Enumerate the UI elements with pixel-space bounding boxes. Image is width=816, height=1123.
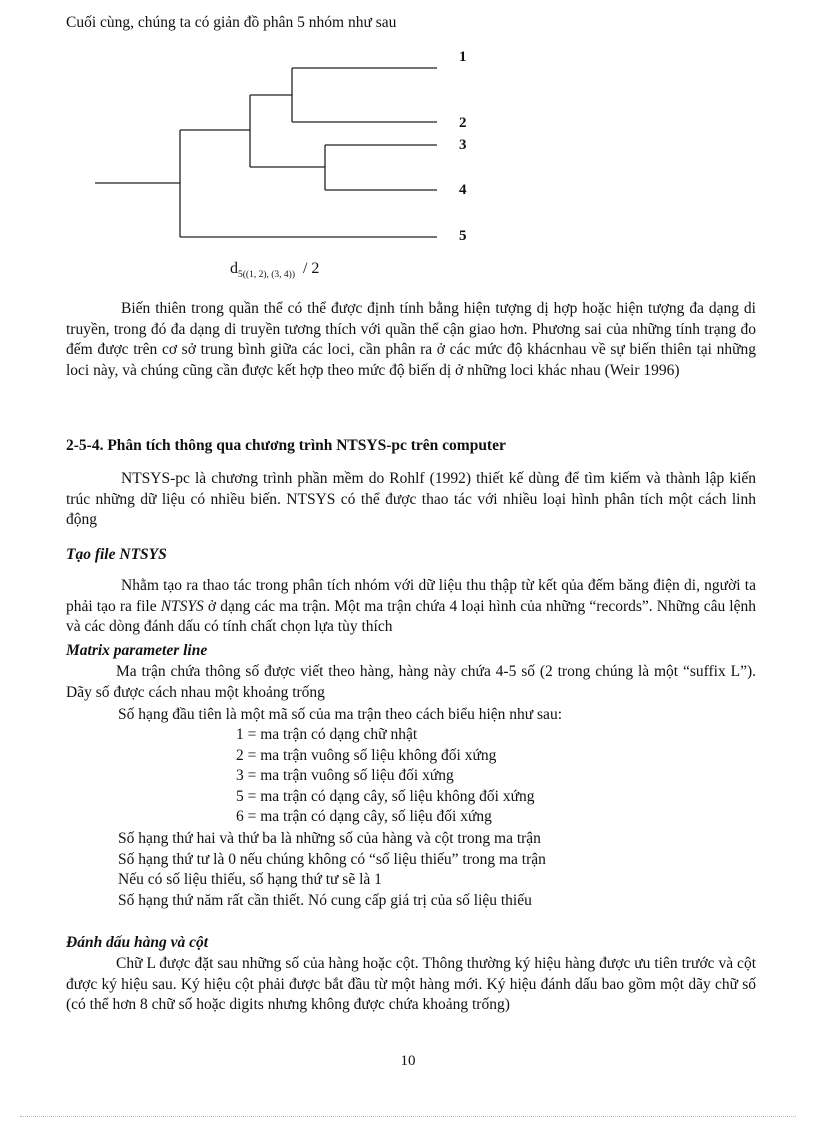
dendrogram-leaf-label-5: 5: [459, 228, 467, 244]
paragraph3-part-b: ở dạng các ma trận. Một ma trận chứa 4 loại hình của những “records”. Những câu lệnh và các dòng đánh dấu có tính chất chọn lựa tùy thích: [66, 597, 756, 635]
page-bottom-divider: [20, 1116, 796, 1117]
term-line: Số hạng thứ năm rất cần thiết. Nó cung cấp giá trị của số liệu thiếu: [118, 892, 532, 909]
paragraph-row-column: Chữ L được đặt sau những số của hàng hoặc cột. Thông thường ký hiệu hàng được ưu tiên trước và cột được ký hiệu sau. Ký hiệu cột phải được bắt đầu từ một hàng mới. Ký hiệu đánh dấu bao gồm một dãy chữ số (có thể hơn 8 chữ số hoặc digits nhưng không được chứa khoảng trống): [66, 955, 756, 1013]
code-item: 2 = ma trận vuông số liệu không đối xứng: [236, 747, 497, 764]
code-item: 1 = ma trận có dạng chữ nhật: [236, 726, 418, 743]
code-item: 3 = ma trận vuông số liệu đối xứng: [236, 767, 454, 784]
paragraph-create-file: [66, 576, 756, 638]
paragraph3-part-a: Nhằm tạo ra thao tác trong phân tích nhóm với dữ liệu thu thập từ kết qủa đếm băng điện di, người ta phải tạo ra file: [66, 577, 756, 615]
paragraph3-emphasis: NTSYS: [160, 597, 204, 615]
term-line: Số hạng thứ hai và thứ ba là những số của hàng và cột trong ma trận: [118, 830, 541, 847]
term-line: Nếu có số liệu thiếu, số hạng thứ tư sẽ là 1: [118, 871, 382, 888]
dendrogram-scale-label: [230, 259, 319, 285]
paragraph-ntsys-intro: NTSYS-pc là chương trình phần mềm do Rohlf (1992) thiết kế dùng để tìm kiếm và thành lập kiến trúc những dữ liệu có nhiều biến. NTSYS có thể được thao tác với nhiều loại hình phân tích một cách linh động: [66, 470, 756, 528]
subheading-matrix-parameter: Matrix parameter line: [66, 642, 208, 659]
page-number: 10: [400, 1053, 416, 1069]
paragraph-matrix-parameter: Ma trận chứa thông số được viết theo hàng, hàng này chứa 4-5 số (2 trong chúng là một “suffix L”). Dãy số được cách nhau một khoảng trống: [66, 663, 756, 701]
line-first-term: Số hạng đầu tiên là một mã số của ma trận theo cách biểu hiện như sau:: [118, 706, 562, 723]
subheading-create-file: Tạo file NTSYS: [66, 546, 167, 563]
scale-label-subscript: 5((1, 2), (3, 4)): [238, 270, 295, 281]
section-heading: 2-5-4. Phân tích thông qua chương trình NTSYS-pc trên computer: [66, 437, 506, 454]
scale-label-main: d: [230, 260, 238, 277]
subheading-row-column: Đánh dấu hàng và cột: [66, 934, 209, 951]
code-item: 6 = ma trận có dạng cây, số liệu đối xứng: [236, 808, 492, 825]
dendrogram: [0, 0, 816, 290]
dendrogram-leaf-label-2: 2: [459, 115, 467, 131]
scale-label-tail: / 2: [302, 260, 320, 277]
term-line: Số hạng thứ tư là 0 nếu chúng không có “số liệu thiếu” trong ma trận: [118, 851, 546, 868]
dendrogram-leaf-label-1: 1: [459, 49, 467, 65]
dendrogram-leaf-label-4: 4: [459, 182, 467, 198]
intro-line: Cuối cùng, chúng ta có giản đồ phân 5 nhóm như sau: [66, 14, 397, 31]
code-item: 5 = ma trận có dạng cây, số liệu không đối xứng: [236, 788, 535, 805]
paragraph-genetic-variation: Biến thiên trong quần thể có thể được định tính bằng hiện tượng dị hợp hoặc hiện tượng đa dạng di truyền, trong đó đa dạng di truyền tương thích với quần thể cận giao hơn. Phương sai của những tính trạng đo đếm được trên cơ sở trung bình giữa các loci, cần phân ra ở các mức độ khácnhau về sự biến thiên tại những loci này, và chúng cũng cần được kết hợp theo mức độ biến dị ở những loci khác nhau (Weir 1996): [66, 300, 756, 379]
dendrogram-leaf-label-3: 3: [459, 137, 467, 153]
